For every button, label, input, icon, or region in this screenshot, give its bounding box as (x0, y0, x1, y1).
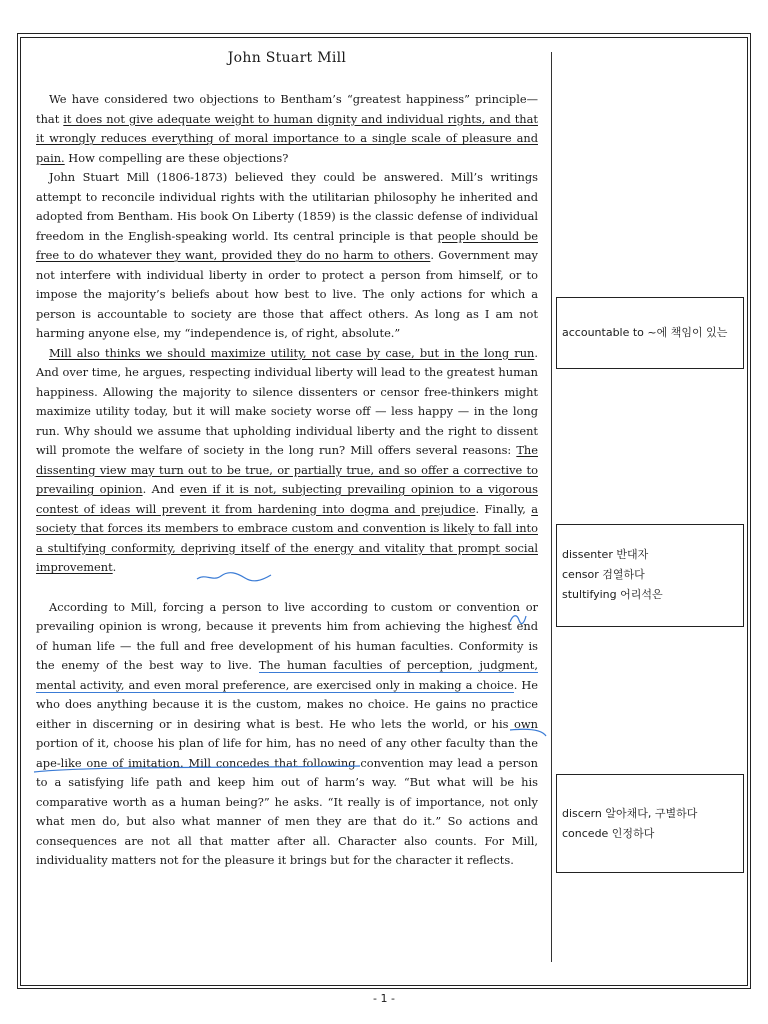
vocab-line: stultifying 어리석은 (562, 588, 663, 601)
paragraph-2: John Stuart Mill (1806-1873) believed they could be answered. Mill’s writings attempt to reconcile individual rights with the utilitarian philosophy he inherited and adopted from Bentham. His book On Liberty (1859) is the classic defense of individual freedom in the English-speaking world. Its central principle is that people should be free to do whatever they want, provided they do no harm to others. Government may not interfere with individual liberty in order to protect a person from himself, or to impose the majority’s beliefs about how best to live. The only actions for which a person is accountable to society are those that affect others. As long as I am not harming anyone else, my “independence is, of right, absolute.” (36, 170, 538, 340)
underlined-phrase: even if it is not, subjecting prevailing opinion to a vigorous contest of ideas will prevent it from hardening into dogma and prejudice (36, 482, 538, 516)
underlined-phrase: a society that forces its members to embrace custom and convention is likely to fall into a stultifying conformity, depriving itself of the energy and vitality that prompt social improvement (36, 501, 538, 574)
document-title: John Stuart Mill (227, 50, 347, 66)
vocab-line: accountable to ~에 책임이 있는 (562, 326, 728, 339)
paragraph-4: According to Mill, forcing a person to live according to custom or convention or prevailing opinion is wrong, because it prevents him from achieving the highest end of human life — the full and free development of his human faculties. Conformity is the enemy of the best way to live. The human faculties of perception, judgment, mental activity, and even moral preference, are exercised only in making a choice. He who does anything because it is the custom, makes no choice. He gains no practice either in discerning or in desiring what is best. He who lets the world, or his own portion of it, choose his plan of life for him, has no need of any other faculty than the ape-like one of imitation. Mill concedes that following convention may lead a person to a satisfying life path and keep him out of harm’s way. “But what will be his comparative worth as a human being?” he asks. “It really is of importance, not only what men do, but also what manner of men they are that do it.” So actions and consequences are not all that matter after all. Character also counts. For Mill, individuality matters not for the pleasure it brings but for the character it reflects. (36, 599, 538, 867)
vocab-note-3 (556, 774, 744, 873)
vocab-line: censor 검열하다 (562, 568, 645, 581)
underlined-phrase: Mill also thinks we should maximize utility, not case by case, but in the long run (49, 345, 535, 360)
vocab-line: concede 인정하다 (562, 827, 655, 840)
underlined-phrase: it does not give adequate weight to human dignity and individual rights, and that it wrongly reduces everything of moral importance to a single scale of pleasure and pain. (36, 111, 539, 165)
handwritten-highlight: The human faculties of perception, judgment, mental activity, and even moral preference, are exercised only in making a choice (36, 658, 538, 692)
vocab-note-1 (556, 297, 744, 369)
vocab-line: dissenter 반대자 (562, 548, 649, 561)
column-divider (551, 52, 552, 962)
vocab-line: discern 알아채다, 구별하다 (562, 807, 698, 820)
underlined-phrase: people should be free to do whatever they want, provided they do no harm to others (36, 228, 538, 262)
paragraph-1: We have considered two objections to Bentham’s “greatest happiness” principle—that it does not give adequate weight to human dignity and individual rights, and that it wrongly reduces everything of moral importance to a single scale of pleasure and pain. How compelling are these objections? (36, 92, 539, 165)
main-text (36, 90, 538, 871)
underlined-phrase: The dissenting view may turn out to be true, or partially true, and so offer a corrective to prevailing opinion (36, 443, 538, 496)
page-number: - 1 - (373, 992, 395, 1005)
vocab-note-2 (556, 524, 744, 627)
paragraph-3: Mill also thinks we should maximize utility, not case by case, but in the long run. And over time, he argues, respecting individual liberty will lead to the greatest human happiness. Allowing the majority to silence dissenters or censor free-thinkers might maximize utility today, but it will make society worse off — less happy — in the long run. Why should we assume that upholding individual liberty and the right to dissent will promote the welfare of society in the long run? Mill offers several reasons: The dissenting view may turn out to be true, or partially true, and so offer a corrective to prevailing opinion. And even if it is not, subjecting prevailing opinion to a vigorous contest of ideas will prevent it from hardening into dogma and prejudice. Finally, a society that forces its members to embrace custom and convention is likely to fall into a stultifying conformity, depriving itself of the energy and vitality that prompt social improvement. (36, 345, 538, 574)
